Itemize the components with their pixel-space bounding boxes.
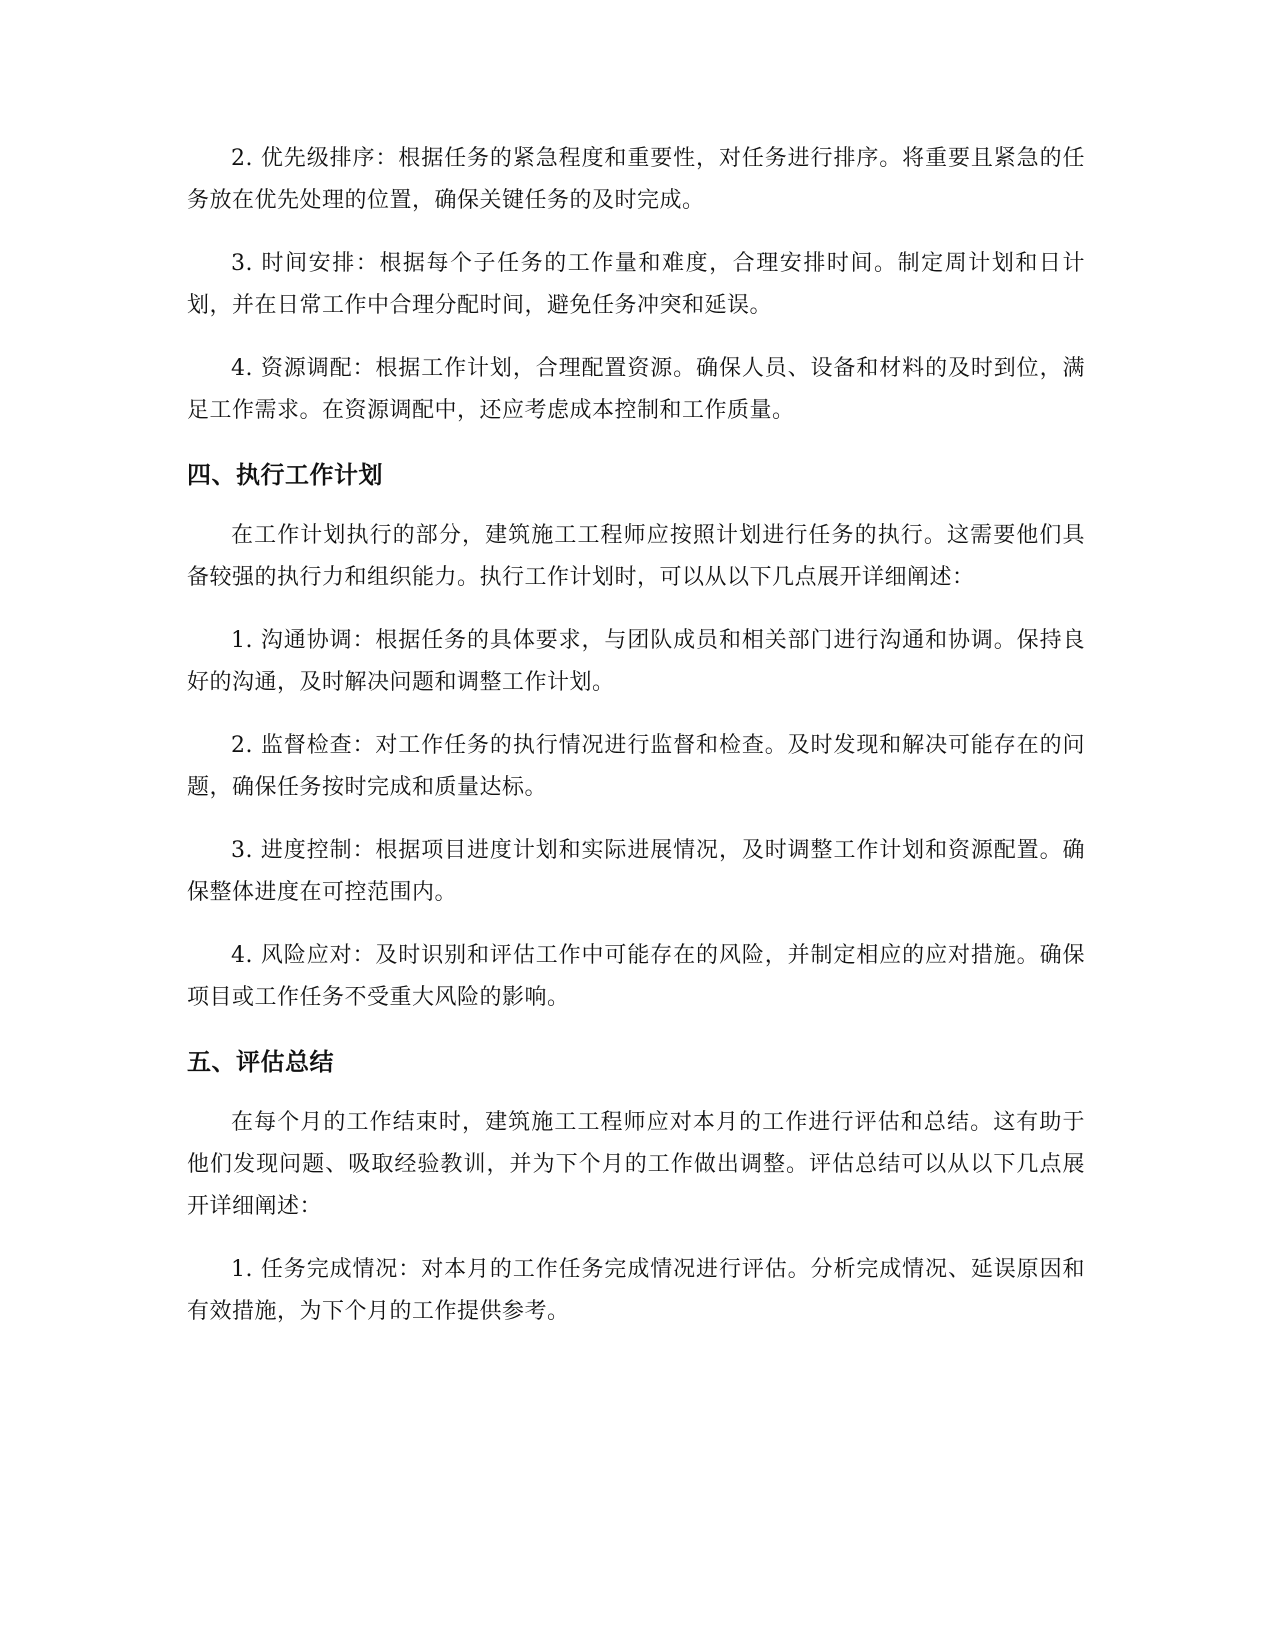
list-item-communication: 1. 沟通协调：根据任务的具体要求，与团队成员和相关部门进行沟通和协调。保持良好的沟通，及时解决问题和调整工作计划。 bbox=[187, 628, 1085, 695]
document-page bbox=[187, 138, 1085, 1354]
list-item-time-scheduling: 3. 时间安排：根据每个子任务的工作量和难度，合理安排时间。制定周计划和日计划，并在日常工作中合理分配时间，避免任务冲突和延误。 bbox=[187, 251, 1085, 318]
list-item-resource-allocation: 4. 资源调配：根据工作计划，合理配置资源。确保人员、设备和材料的及时到位，满足工作需求。在资源调配中，还应考虑成本控制和工作质量。 bbox=[187, 356, 1085, 423]
list-item-task-completion: 1. 任务完成情况：对本月的工作任务完成情况进行评估。分析完成情况、延误原因和有效措施，为下个月的工作提供参考。 bbox=[187, 1257, 1085, 1324]
list-item-supervision: 2. 监督检查：对工作任务的执行情况进行监督和检查。及时发现和解决可能存在的问题，确保任务按时完成和质量达标。 bbox=[187, 733, 1085, 800]
list-item-risk-response: 4. 风险应对：及时识别和评估工作中可能存在的风险，并制定相应的应对措施。确保项目或工作任务不受重大风险的影响。 bbox=[187, 943, 1085, 1010]
section-heading-evaluation-summary: 五、评估总结 bbox=[187, 1048, 334, 1076]
section-intro-execute-plan: 在工作计划执行的部分，建筑施工工程师应按照计划进行任务的执行。这需要他们具备较强的执行力和组织能力。执行工作计划时，可以从以下几点展开详细阐述： bbox=[187, 523, 1085, 590]
section-heading-execute-plan: 四、执行工作计划 bbox=[187, 461, 383, 489]
section-intro-evaluation-summary: 在每个月的工作结束时，建筑施工工程师应对本月的工作进行评估和总结。这有助于他们发现问题、吸取经验教训，并为下个月的工作做出调整。评估总结可以从以下几点展开详细阐述： bbox=[187, 1110, 1085, 1219]
list-item-progress-control: 3. 进度控制：根据项目进度计划和实际进展情况，及时调整工作计划和资源配置。确保整体进度在可控范围内。 bbox=[187, 838, 1085, 905]
list-item-priority-sorting: 2. 优先级排序：根据任务的紧急程度和重要性，对任务进行排序。将重要且紧急的任务放在优先处理的位置，确保关键任务的及时完成。 bbox=[187, 146, 1085, 213]
